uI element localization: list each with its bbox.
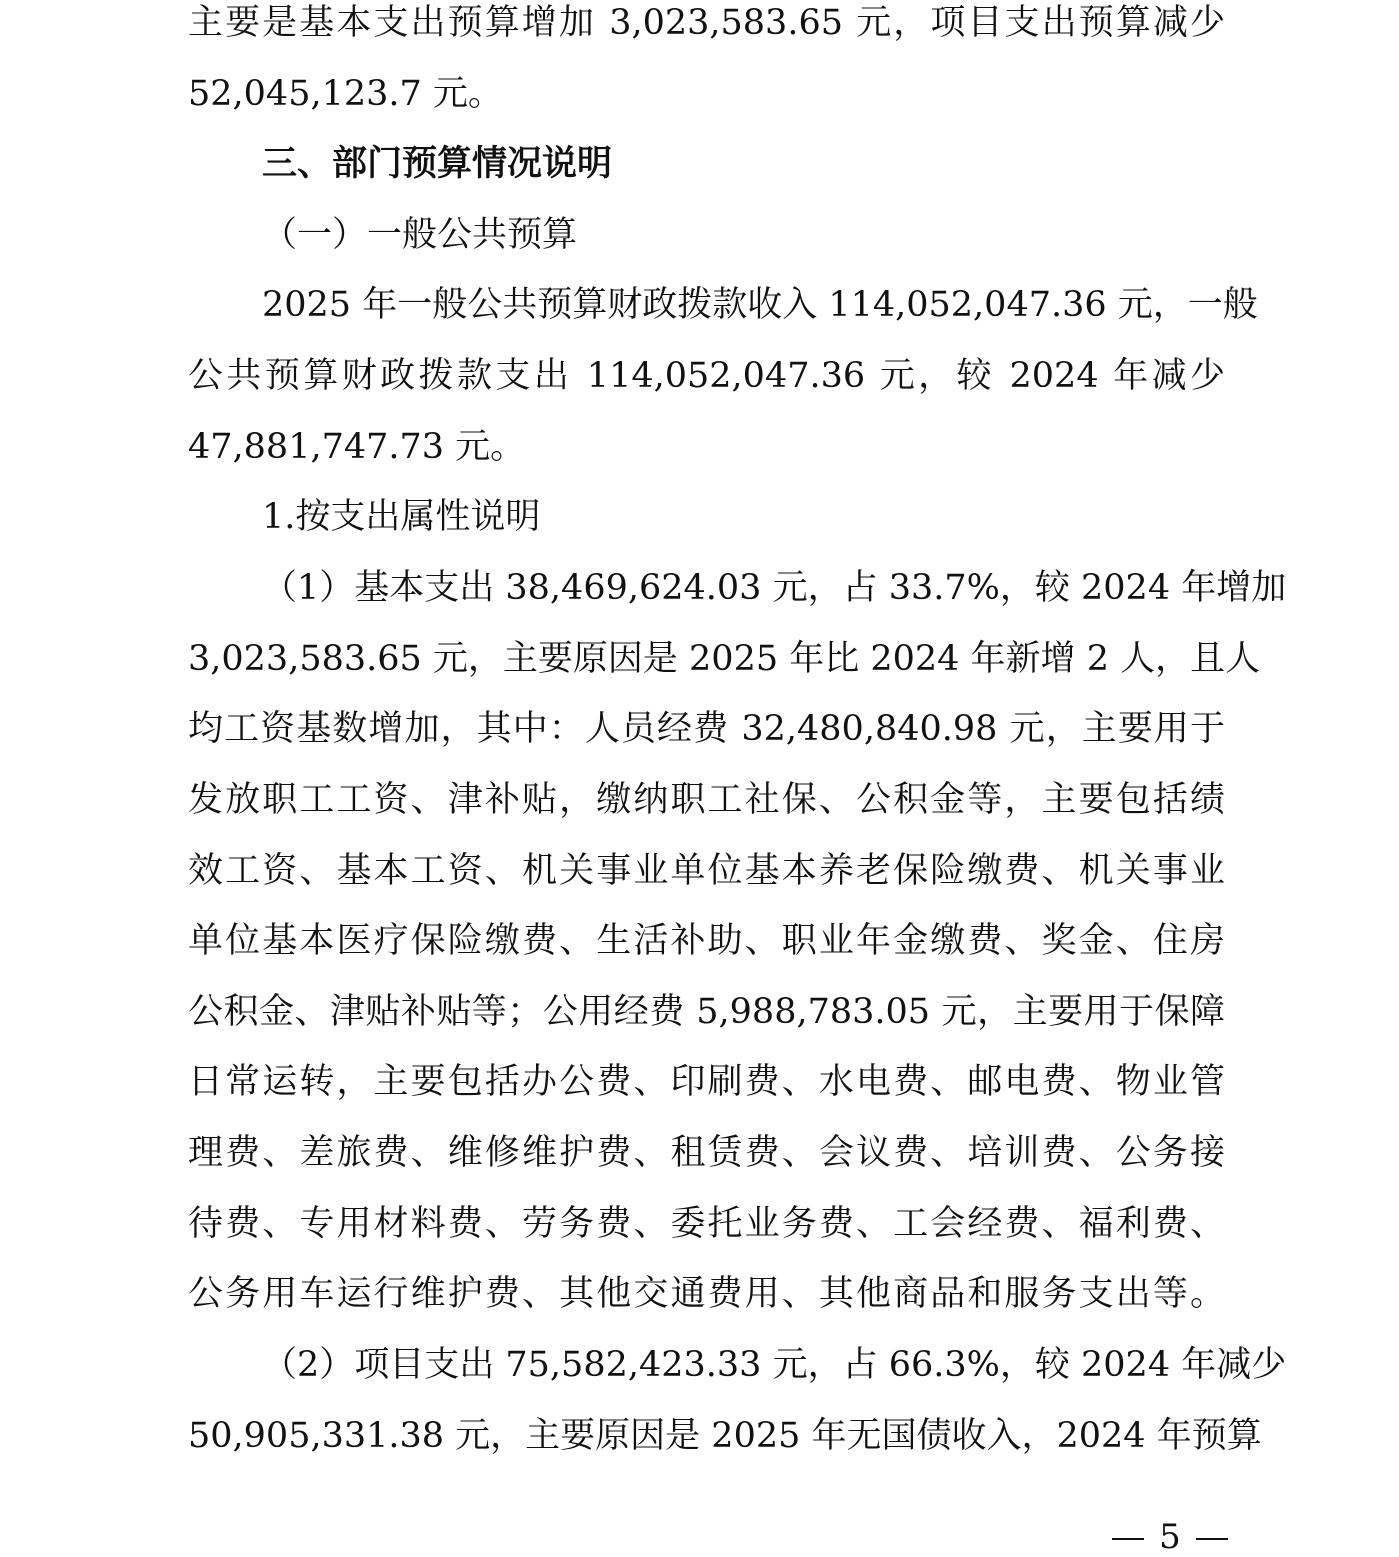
- paragraph-line: （1）基本支出 38,469,624.03 元，占 33.7%，较 2024 年增加: [262, 568, 1287, 608]
- section-heading: 三、部门预算情况说明: [262, 144, 613, 184]
- paragraph-line: 52,045,123.7 元。: [188, 74, 503, 114]
- paragraph-line: 公积金、津贴补贴等；公用经费 5,988,783.05 元，主要用于保障: [188, 992, 1225, 1032]
- paragraph-line: 发放职工工资、津补贴，缴纳职工社保、公积金等，主要包括绩: [188, 780, 1225, 820]
- paragraph-line: 效工资、基本工资、机关事业单位基本养老保险缴费、机关事业: [188, 851, 1225, 891]
- paragraph-line: 公务用车运行维护费、其他交通费用、其他商品和服务支出等。: [188, 1274, 1225, 1314]
- page-footer: [1112, 1517, 1228, 1557]
- paragraph-line: 待费、专用材料费、劳务费、委托业务费、工会经费、福利费、: [188, 1204, 1225, 1244]
- paragraph-line: 2025 年一般公共预算财政拨款收入 114,052,047.36 元，一般: [262, 285, 1258, 325]
- paragraph-line: 3,023,583.65 元，主要原因是 2025 年比 2024 年新增 2 人，且人: [188, 639, 1261, 679]
- paragraph-line: 50,905,331.38 元，主要原因是 2025 年无国债收入，2024 年预算: [188, 1416, 1262, 1456]
- paragraph-line: 公共预算财政拨款支出 114,052,047.36 元，较 2024 年减少: [188, 356, 1225, 396]
- paragraph-line: 主要是基本支出预算增加 3,023,583.65 元，项目支出预算减少: [188, 3, 1225, 43]
- paragraph-line: 单位基本医疗保险缴费、生活补助、职业年金缴费、奖金、住房: [188, 921, 1225, 961]
- page-number: 5: [1159, 1517, 1181, 1557]
- paragraph-line: 47,881,747.73 元。: [188, 427, 526, 467]
- paragraph-line: 均工资基数增加，其中：人员经费 32,480,840.98 元，主要用于: [188, 709, 1225, 749]
- subsection-heading: （一）一般公共预算: [262, 215, 578, 255]
- footer-dash-right: [1196, 1538, 1228, 1540]
- paragraph-line: 日常运转，主要包括办公费、印刷费、水电费、邮电费、物业管: [188, 1062, 1225, 1102]
- list-heading: 1.按支出属性说明: [262, 497, 541, 537]
- footer-dash-left: [1112, 1538, 1144, 1540]
- paragraph-line: （2）项目支出 75,582,423.33 元，占 66.3%，较 2024 年减少: [262, 1345, 1287, 1385]
- paragraph-line: 理费、差旅费、维修维护费、租赁费、会议费、培训费、公务接: [188, 1133, 1225, 1173]
